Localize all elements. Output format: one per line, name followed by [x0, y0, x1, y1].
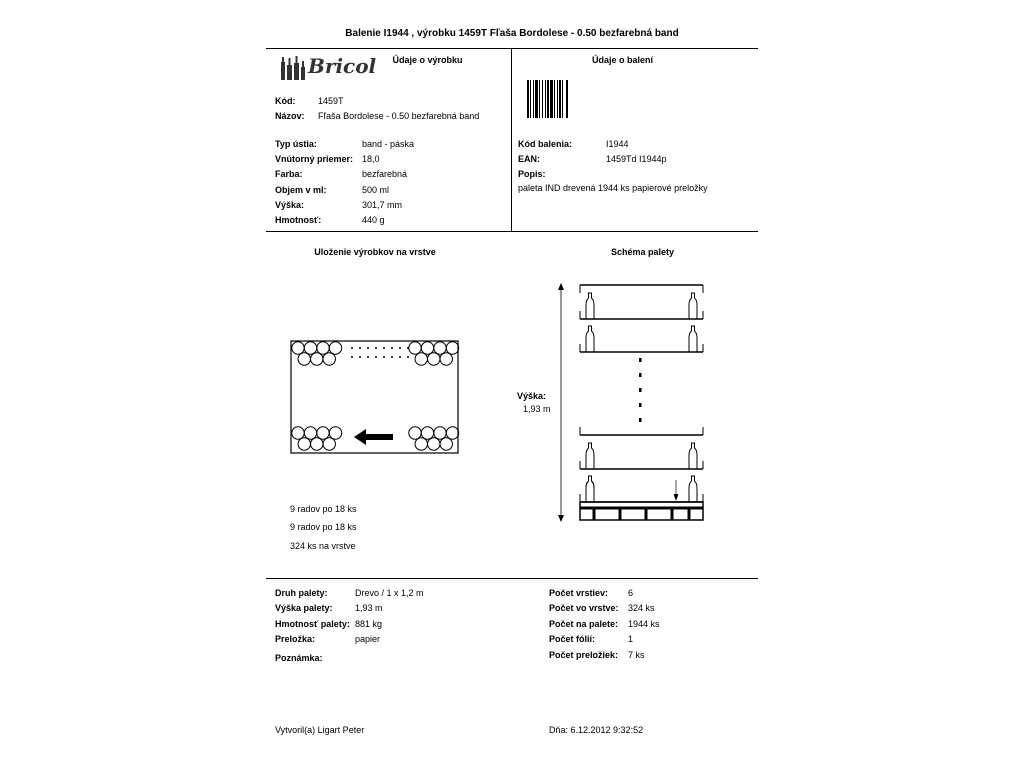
layer-row-count: 9 radov po 18 ks: [290, 504, 357, 514]
pallet-weight-label: Hmotnosť palety:: [275, 619, 350, 629]
scheme-heading: Schéma palety: [610, 247, 675, 257]
pallet-base: [580, 502, 703, 520]
layer-heading: Uloženie výrobkov na vrstve: [314, 247, 436, 257]
arrow-up-icon: [558, 283, 564, 290]
bottle-circle: [415, 353, 427, 365]
bottle-circle: [421, 427, 433, 439]
bricol-logo: [280, 52, 377, 82]
description-label: Popis:: [518, 169, 546, 179]
bottle-circle: [440, 353, 452, 365]
continuation-dot: [383, 347, 385, 349]
scheme-height-label: Výška:: [517, 391, 547, 401]
prop-label: Vnútorný priemer:: [275, 154, 354, 164]
continuation-dot: [639, 388, 642, 392]
continuation-dot: [359, 347, 361, 349]
continuation-dot: [639, 418, 642, 422]
bottle-circle: [428, 353, 440, 365]
continuation-dot: [375, 347, 377, 349]
foils-value: 1: [628, 634, 634, 644]
barcode-bar: [535, 80, 538, 118]
prop-value: bezfarebná: [362, 169, 408, 179]
continuation-dot: [367, 347, 369, 349]
top-rule: [266, 48, 758, 49]
bottle-circle: [446, 342, 458, 354]
prop-value: 301,7 mm: [362, 200, 403, 210]
barcode-bar: [554, 80, 555, 118]
continuation-dot: [407, 356, 409, 358]
prop-label: Objem v ml:: [275, 185, 327, 195]
bottle-circle: [298, 353, 310, 365]
barcode-bar: [533, 80, 534, 118]
continuation-dot: [359, 356, 361, 358]
continuation-dot: [639, 373, 642, 377]
bottle-side-icon: [586, 293, 594, 319]
product-heading: Údaje o výrobku: [392, 55, 463, 65]
bottle-circle: [311, 438, 323, 450]
layer-total: 324 ks na vrstve: [290, 541, 356, 551]
bottle-side-icon: [586, 476, 594, 502]
continuation-dot: [351, 347, 353, 349]
barcode-bar: [527, 80, 529, 118]
prop-value: 500 ml: [362, 185, 390, 195]
barcode-bar: [530, 80, 531, 118]
bottle-circle: [446, 427, 458, 439]
pallet-scheme-diagram: [555, 280, 710, 525]
package-code-label: Kód balenia:: [518, 139, 573, 149]
scheme-height-value: 1,93 m: [523, 404, 551, 414]
barcode-bar: [559, 80, 561, 118]
prop-label: Farba:: [275, 169, 303, 179]
pallet-height-label: Výška palety:: [275, 603, 333, 613]
pallet-height-value: 1,93 m: [355, 603, 383, 613]
product-name: Fľaša Bordolese - 0.50 bezfarebná band: [318, 111, 480, 121]
bottle-circle: [434, 427, 446, 439]
ean-value: 1459Td I1944p: [606, 154, 667, 164]
layer-row-count: 9 radov po 18 ks: [290, 522, 357, 532]
interlayers-count-label: Počet preložiek:: [549, 650, 619, 660]
bottle-circle: [415, 438, 427, 450]
package-heading: Údaje o balení: [591, 55, 653, 65]
interlayer-label: Preložka:: [275, 634, 316, 644]
layer-arrangement-diagram: [290, 340, 460, 455]
barcode-bar: [566, 80, 568, 118]
bottle-circle: [298, 438, 310, 450]
layers-count-label: Počet vrstiev:: [549, 588, 609, 598]
prop-value: 440 g: [362, 215, 385, 225]
section-rule-2: [266, 578, 758, 579]
barcode-bar: [550, 80, 553, 118]
bottle-circle: [428, 438, 440, 450]
bottle-side-icon: [689, 293, 697, 319]
created-by: Vytvoril(a) Ligart Peter: [275, 725, 365, 735]
continuation-dot: [367, 356, 369, 358]
bottle-circle: [317, 427, 329, 439]
interlayer-value: papier: [355, 634, 381, 644]
barcode-bar: [539, 80, 540, 118]
bottle-circle: [409, 427, 421, 439]
prop-value: 18,0: [362, 154, 380, 164]
continuation-dot: [383, 356, 385, 358]
note-label: Poznámka:: [275, 653, 323, 663]
bottle-side-icon: [586, 443, 594, 469]
bottle-circle: [304, 342, 316, 354]
barcode-icon: [527, 80, 583, 118]
continuation-dot: [351, 356, 353, 358]
bottle-circle: [409, 342, 421, 354]
barcode-bar: [547, 80, 549, 118]
continuation-dot: [391, 347, 393, 349]
section-rule-1: [266, 231, 758, 232]
bottle-circle: [311, 353, 323, 365]
interlayers-count-value: 7 ks: [628, 650, 645, 660]
continuation-dot: [639, 403, 642, 407]
per-pallet-value: 1944 ks: [628, 619, 660, 629]
continuation-dot: [399, 356, 401, 358]
barcode-bar: [557, 80, 558, 118]
barcode-bar: [545, 80, 546, 118]
bottle-side-icon: [689, 476, 697, 502]
foils-label: Počet fólií:: [549, 634, 596, 644]
bottle-circle: [323, 438, 335, 450]
bottle-side-icon: [689, 443, 697, 469]
prop-label: Typ ústia:: [275, 139, 317, 149]
pallet-type-value: Drevo / 1 x 1,2 m: [355, 588, 424, 598]
bottle-side-icon: [586, 326, 594, 352]
continuation-dot: [375, 356, 377, 358]
arrow-down-icon: [558, 515, 564, 522]
bottle-circle: [434, 342, 446, 354]
bottle-circle: [292, 427, 304, 439]
pallet-type-label: Druh palety:: [275, 588, 328, 598]
product-code-label: Kód:: [275, 96, 296, 106]
per-pallet-label: Počet na palete:: [549, 619, 619, 629]
layers-count-value: 6: [628, 588, 634, 598]
bottle-circle: [440, 438, 452, 450]
product-code: 1459T: [318, 96, 344, 106]
prop-value: band - páska: [362, 139, 415, 149]
bottle-circle: [323, 353, 335, 365]
continuation-dot: [399, 347, 401, 349]
continuation-dot: [407, 347, 409, 349]
package-code: I1944: [606, 139, 629, 149]
bottle-circle: [317, 342, 329, 354]
prop-label: Výška:: [275, 200, 305, 210]
arrow-left-icon: [354, 429, 393, 445]
per-layer-value: 324 ks: [628, 603, 655, 613]
column-divider: [511, 48, 512, 231]
continuation-dot: [391, 356, 393, 358]
bottle-circle: [329, 342, 341, 354]
barcode-bar: [542, 80, 543, 118]
ean-label: EAN:: [518, 154, 540, 164]
continuation-dot: [639, 358, 642, 362]
logo-text: Bricol: [308, 54, 377, 78]
arrow-down-icon: [674, 494, 679, 501]
description-value: paleta IND drevená 1944 ks papierové preložky: [518, 183, 708, 193]
pallet-weight-value: 881 kg: [355, 619, 383, 629]
document-title: Balenie I1944 , výrobku 1459T Fľaša Bordolese - 0.50 bezfarebná band: [345, 28, 679, 39]
prop-label: Hmotnosť:: [275, 215, 322, 225]
bottle-circle: [421, 342, 433, 354]
bottle-circle: [329, 427, 341, 439]
product-name-label: Názov:: [275, 111, 305, 121]
bottle-circle: [292, 342, 304, 354]
per-layer-label: Počet vo vrstve:: [549, 603, 619, 613]
bottle-circle: [304, 427, 316, 439]
bottle-side-icon: [586, 476, 594, 502]
barcode-bar: [562, 80, 563, 118]
bottle-side-icon: [689, 326, 697, 352]
created-date: Dňa: 6.12.2012 9:32:52: [549, 725, 644, 735]
